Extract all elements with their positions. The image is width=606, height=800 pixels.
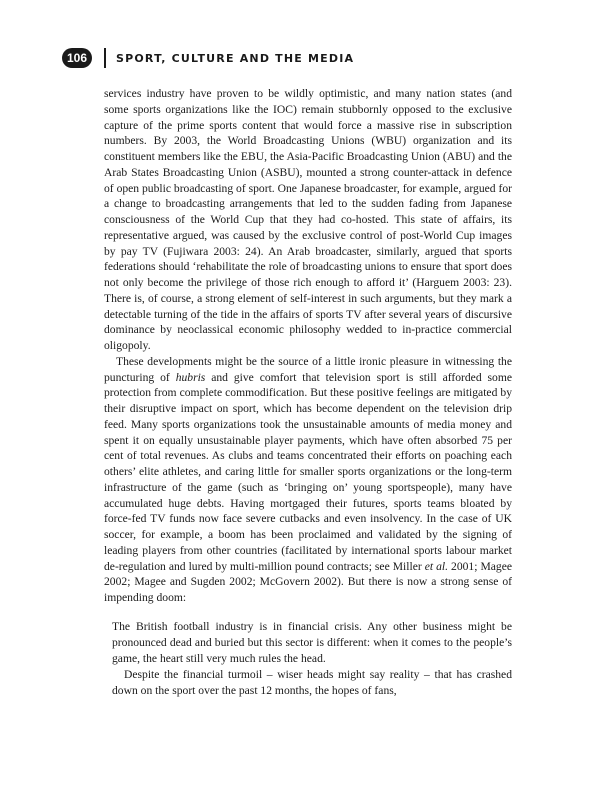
page-number: 106: [66, 51, 88, 65]
running-head: [62, 46, 354, 70]
running-title: SPORT, CULTURE AND THE MEDIA: [116, 51, 355, 65]
paragraph-2-part-2: and give comfort that television sport is still afforded some protection from complete commodification. But these positive feelings are mitigated by their disruptive impact on sport, which has become dependent on the television drip feed. Many sports organizations took the unsustainable amounts of media money and spent it on equally unsustainable player payments, which have often absorbed 75 per cent of total revenues. As clubs and teams concentrated their efforts on poaching each others’ elite athletes, and caring little for smaller sports organizations or the long-term infrastructure of the game (such as ‘bringing on’ young sportspeople), many have accumulated huge debts. Having mortgaged their futures, sports teams bloated by force-fed TV funds now face severe cutbacks and even insolvency. In the case of UK soccer, for example, a boom has been proclaimed and validated by the signing of leading players from other countries (facilitated by international sports labour market de-regulation and lured by multi-million pound contracts; see Miller: [104, 370, 512, 573]
italic-et-al: et al.: [424, 559, 449, 573]
header-divider: [104, 48, 106, 68]
body-text: [104, 86, 512, 699]
paragraph-2: [104, 354, 512, 606]
block-quote: [104, 619, 512, 699]
paragraph-2-part-1: These developments might be the source of a little ironic pleasure in witnessing the puncturing of: [104, 354, 512, 384]
italic-hubris: hubris: [175, 370, 206, 384]
page-number-badge: [62, 48, 92, 68]
paragraph-1: services industry have proven to be wildly optimistic, and many nation states (and some sports organizations like the IOC) remain stubbornly opposed to the exclusive capture of the prime sports content that would force a massive rise in subscription numbers. By 2003, the World Broadcasting Unions (WBU) organization and its constituent members like the EBU, the Asia-Pacific Broadcasting Union (ABU) and the Arab States Broadcasting Union (ASBU), mounted a strong counter-attack in defence of open public broadcasting of sport. One Japanese broadcaster, for example, argued for a change to broadcasting arrangements that led to the sudden fading from Japanese consciousness of the World Cup that they had co-hosted. This state of affairs, its representative argued, was caused by the exclusive control of post-World Cup images by pay TV (Fujiwara 2003: 24). An Arab broadcaster, similarly, argued that sports federations should ‘rehabilitate the role of broadcasting unions to ensure that sport does not only become the privilege of those rich enough to afford it’ (Harguem 2003: 23). There is, of course, a strong element of self-interest in such arguments, but they mark a detectable turning of the tide in the affairs of sports TV after several years of discursive dominance by neoclassical economic philosophy wedded to in-practice commercial oligopoly.: [104, 87, 512, 352]
quote-paragraph-1: The British football industry is in financial crisis. Any other business might be pronounced dead and buried but this sector is different: when it comes to the people’s game, the heart still very much rules the head.: [112, 619, 512, 665]
paragraph-2-part-3: 2001; Magee 2002; Magee and Sugden 2002; McGovern 2002). But there is now a strong sense of impending doom:: [104, 559, 513, 604]
quote-paragraph-2: Despite the financial turmoil – wiser heads might say reality – that has crashed down on the sport over the past 12 months, the hopes of fans,: [112, 667, 512, 697]
